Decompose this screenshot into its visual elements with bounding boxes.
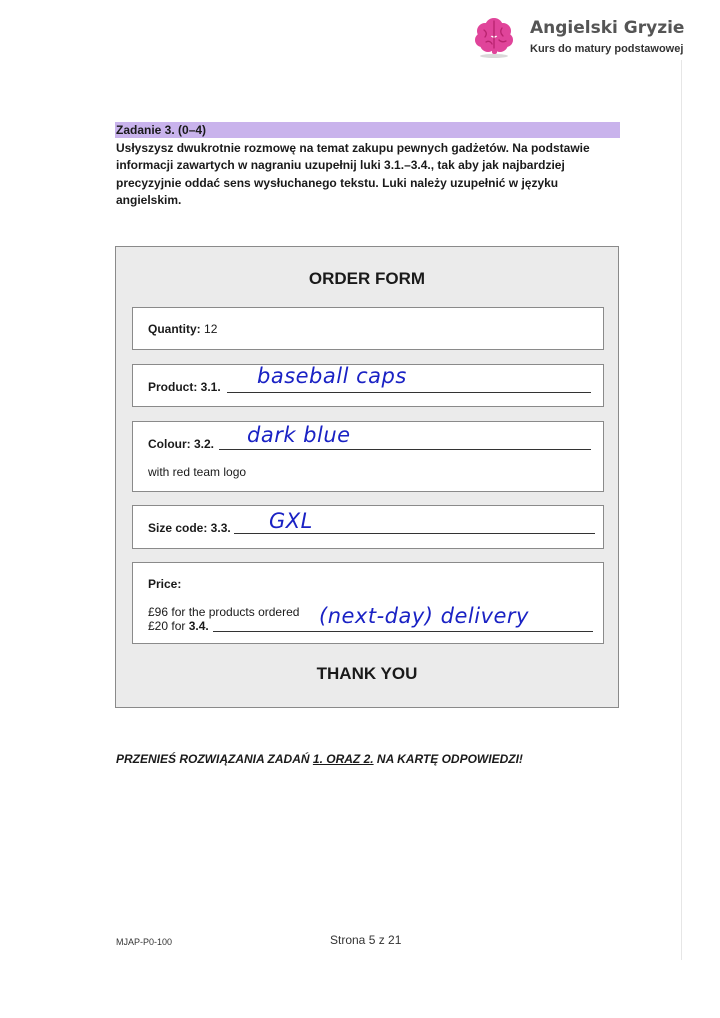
price-delivery-number: 3.4. [188,619,209,633]
size-code-answer: GXL [269,509,313,533]
brand-title: Angielski Gryzie [530,18,685,38]
quantity-field [132,307,604,350]
product-answer: baseball caps [257,364,407,388]
product-answer-line[interactable] [227,392,591,393]
task-instructions [116,140,626,209]
transfer-note-prefix: PRZENIEŚ ROZWIĄZANIA ZADAŃ [116,752,313,766]
quantity-label-group [148,322,217,336]
size-code-field [132,505,604,549]
brain-icon [472,16,516,60]
exam-code: MJAP-P0-100 [116,937,173,947]
product-field [132,364,604,407]
quantity-value: 12 [204,322,218,336]
price-products-line: £96 for the products ordered [148,605,300,619]
product-label-text: Product: 3.1. [148,380,221,394]
transfer-note [116,752,523,766]
colour-field [132,421,604,492]
price-answer: (next-day) delivery [319,604,529,628]
product-label [148,380,221,394]
colour-answer-line[interactable] [219,449,591,450]
quantity-label: Quantity: [148,322,201,336]
transfer-note-tasks: 1. ORAZ 2. [312,752,374,766]
page-number: Strona 5 z 21 [330,933,402,947]
colour-answer: dark blue [247,423,351,447]
price-delivery-line [148,619,209,633]
instruction-line: informacji zawartych w nagraniu uzupełnij luki 3.1.–3.4., tak aby jak najbardziej [116,158,565,173]
order-form-title: ORDER FORM [308,269,426,288]
price-field [132,562,604,644]
size-code-answer-line[interactable] [234,533,595,534]
colour-label [148,437,214,451]
colour-label-text: Colour: 3.2. [148,437,215,451]
instruction-line: precyzyjnie oddać sens wysłuchanego tekstu. Luki należy uzupełnić w języku [116,175,559,190]
price-label-text: Price: [148,577,182,591]
brand-header [472,14,712,62]
thank-you-text: THANK YOU [316,664,418,683]
page-edge [681,60,682,960]
instruction-line: Usłyszysz dwukrotnie rozmowę na temat zakupu pewnych gadżetów. Na podstawie [116,141,590,155]
size-code-label [148,521,231,535]
order-form [115,246,619,708]
transfer-note-suffix: NA KARTĘ ODPOWIEDZI! [373,752,523,766]
instruction-line: angielskim. [116,192,182,207]
price-label [148,577,181,591]
colour-note: with red team logo [148,465,247,479]
task-header: Zadanie 3. (0–4) [115,122,620,138]
price-answer-line[interactable] [213,631,593,632]
size-code-label-text: Size code: 3.3. [148,521,231,535]
price-delivery-prefix: £20 for [148,619,189,633]
brand-subtitle: Kurs do matury podstawowej [530,43,684,55]
